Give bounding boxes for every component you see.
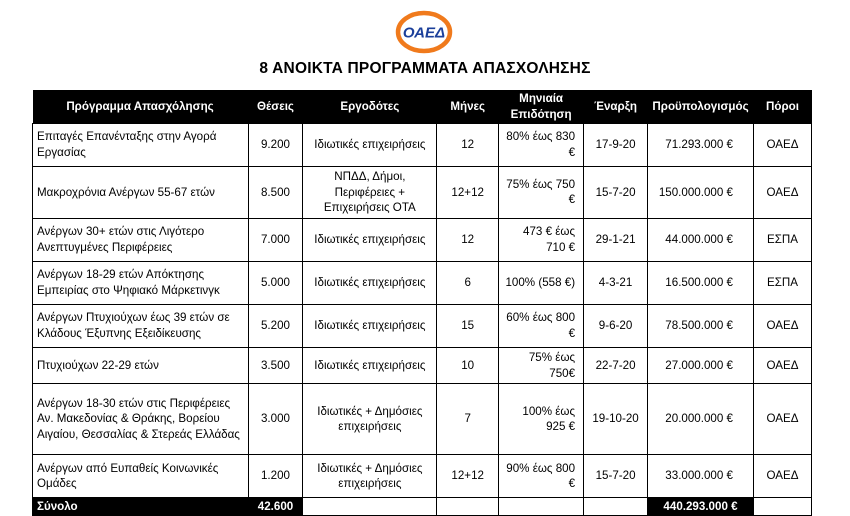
- cell-employers: Ιδιωτικές επιχειρήσεις: [303, 218, 437, 261]
- header-months: Μήνες: [437, 90, 499, 124]
- cell-months: 12+12: [437, 455, 499, 498]
- total-blank-cell: [754, 498, 812, 516]
- cell-start: 17-9-20: [584, 124, 648, 167]
- cell-program: Επιταγές Επανένταξης στην Αγορά Εργασίας: [33, 124, 249, 167]
- total-blank-cell: [584, 498, 648, 516]
- cell-subsidy: 60% έως 800 €: [499, 304, 584, 347]
- total-positions: 42.600: [248, 498, 303, 516]
- total-budget: 440.293.000 €: [648, 498, 754, 516]
- table-row: [33, 218, 812, 261]
- cell-months: 12: [437, 218, 499, 261]
- header-subsidy-line2: Επιδότηση: [510, 107, 572, 121]
- table-header-row: [33, 90, 812, 124]
- cell-start: 29-1-21: [584, 218, 648, 261]
- cell-positions: 3.500: [248, 347, 303, 383]
- cell-employers: Ιδιωτικές επιχειρήσεις: [303, 261, 437, 304]
- cell-start: 15-7-20: [584, 455, 648, 498]
- cell-program: Ανέργων από Ευπαθείς Κοινωνικές Ομάδες: [33, 455, 249, 498]
- cell-funds: ΕΣΠΑ: [754, 218, 812, 261]
- cell-employers: Ιδιωτικές + Δημόσιες επιχειρήσεις: [303, 384, 437, 455]
- cell-positions: 9.200: [248, 124, 303, 167]
- cell-positions: 5.200: [248, 304, 303, 347]
- cell-program: Ανέργων Πτυχιούχων έως 39 ετών σε Κλάδους Έξυπνης Εξειδίκευσης: [33, 304, 249, 347]
- programs-table: [32, 90, 812, 516]
- cell-positions: 3.000: [248, 384, 303, 455]
- logo-text: ΟΑΕΔ: [402, 24, 446, 42]
- cell-positions: 5.000: [248, 261, 303, 304]
- cell-funds: ΕΣΠΑ: [754, 261, 812, 304]
- cell-subsidy: 80% έως 830 €: [499, 124, 584, 167]
- table-row: [33, 455, 812, 498]
- header-subsidy: [499, 90, 584, 124]
- cell-start: 15-7-20: [584, 167, 648, 219]
- cell-budget: 16.500.000 €: [648, 261, 754, 304]
- cell-funds: ΟΑΕΔ: [754, 347, 812, 383]
- cell-subsidy: 90% έως 800 €: [499, 455, 584, 498]
- cell-start: 22-7-20: [584, 347, 648, 383]
- header-employers: Εργοδότες: [303, 90, 437, 124]
- cell-funds: ΟΑΕΔ: [754, 384, 812, 455]
- cell-program: Ανέργων 18-30 ετών στις Περιφέρειες Αν. Μακεδονίας & Θράκης, Βορείου Αιγαίου, Θεσσαλίας & Στερεάς Ελλάδας: [33, 384, 249, 455]
- cell-months: 10: [437, 347, 499, 383]
- cell-positions: 7.000: [248, 218, 303, 261]
- table-row: [33, 261, 812, 304]
- cell-program: Ανέργων 18-29 ετών Απόκτησης Εμπειρίας στο Ψηφιακό Μάρκετινγκ: [33, 261, 249, 304]
- cell-subsidy: 75% έως 750 €: [499, 167, 584, 219]
- oaed-logo: [394, 9, 454, 55]
- cell-employers: Ιδιωτικές επιχειρήσεις: [303, 347, 437, 383]
- table-row: [33, 384, 812, 455]
- cell-subsidy: 100% (558 €): [499, 261, 584, 304]
- table-row: [33, 124, 812, 167]
- table-row: [33, 347, 812, 383]
- total-label: Σύνολο: [33, 498, 249, 516]
- total-row: [33, 498, 812, 516]
- cell-program: Ανέργων 30+ ετών στις Λιγότερο Ανεπτυγμένες Περιφέρειες: [33, 218, 249, 261]
- cell-start: 19-10-20: [584, 384, 648, 455]
- total-blank-cell: [499, 498, 584, 516]
- header-subsidy-line1: Μηνιαία: [519, 91, 564, 105]
- cell-budget: 33.000.000 €: [648, 455, 754, 498]
- header-budget: Προϋπολογισμός: [648, 90, 754, 124]
- cell-months: 7: [437, 384, 499, 455]
- cell-months: 12: [437, 124, 499, 167]
- cell-employers: ΝΠΔΔ, Δήμοι, Περιφέρειες + Επιχειρήσεις ΟΤΑ: [303, 167, 437, 219]
- header-start: Έναρξη: [584, 90, 648, 124]
- header-funds: Πόροι: [754, 90, 812, 124]
- cell-employers: Ιδιωτικές επιχειρήσεις: [303, 124, 437, 167]
- table-row: [33, 304, 812, 347]
- cell-funds: ΟΑΕΔ: [754, 124, 812, 167]
- cell-budget: 20.000.000 €: [648, 384, 754, 455]
- cell-subsidy: 473 € έως 710 €: [499, 218, 584, 261]
- cell-employers: Ιδιωτικές επιχειρήσεις: [303, 304, 437, 347]
- cell-start: 9-6-20: [584, 304, 648, 347]
- cell-positions: 1.200: [248, 455, 303, 498]
- cell-start: 4-3-21: [584, 261, 648, 304]
- page-title: 8 ΑΝΟΙΚΤΑ ΠΡΟΓΡΑΜΜΑΤΑ ΑΠΑΣΧΟΛΗΣΗΣ: [259, 60, 591, 77]
- cell-budget: 78.500.000 €: [648, 304, 754, 347]
- cell-positions: 8.500: [248, 167, 303, 219]
- header-positions: Θέσεις: [248, 90, 303, 124]
- cell-months: 6: [437, 261, 499, 304]
- cell-budget: 150.000.000 €: [648, 167, 754, 219]
- cell-program: Πτυχιούχων 22-29 ετών: [33, 347, 249, 383]
- cell-budget: 27.000.000 €: [648, 347, 754, 383]
- cell-funds: ΟΑΕΔ: [754, 304, 812, 347]
- cell-funds: ΟΑΕΔ: [754, 455, 812, 498]
- cell-months: 12+12: [437, 167, 499, 219]
- cell-budget: 44.000.000 €: [648, 218, 754, 261]
- header-program: Πρόγραμμα Απασχόλησης: [33, 90, 249, 124]
- total-blank-cell: [303, 498, 437, 516]
- table-row: [33, 167, 812, 219]
- cell-subsidy: 75% έως 750€: [499, 347, 584, 383]
- cell-months: 15: [437, 304, 499, 347]
- cell-funds: ΟΑΕΔ: [754, 167, 812, 219]
- total-blank-cell: [437, 498, 499, 516]
- cell-program: Μακροχρόνια Ανέργων 55-67 ετών: [33, 167, 249, 219]
- cell-subsidy: 100% έως 925 €: [499, 384, 584, 455]
- cell-budget: 71.293.000 €: [648, 124, 754, 167]
- cell-employers: Ιδιωτικές + Δημόσιες επιχειρήσεις: [303, 455, 437, 498]
